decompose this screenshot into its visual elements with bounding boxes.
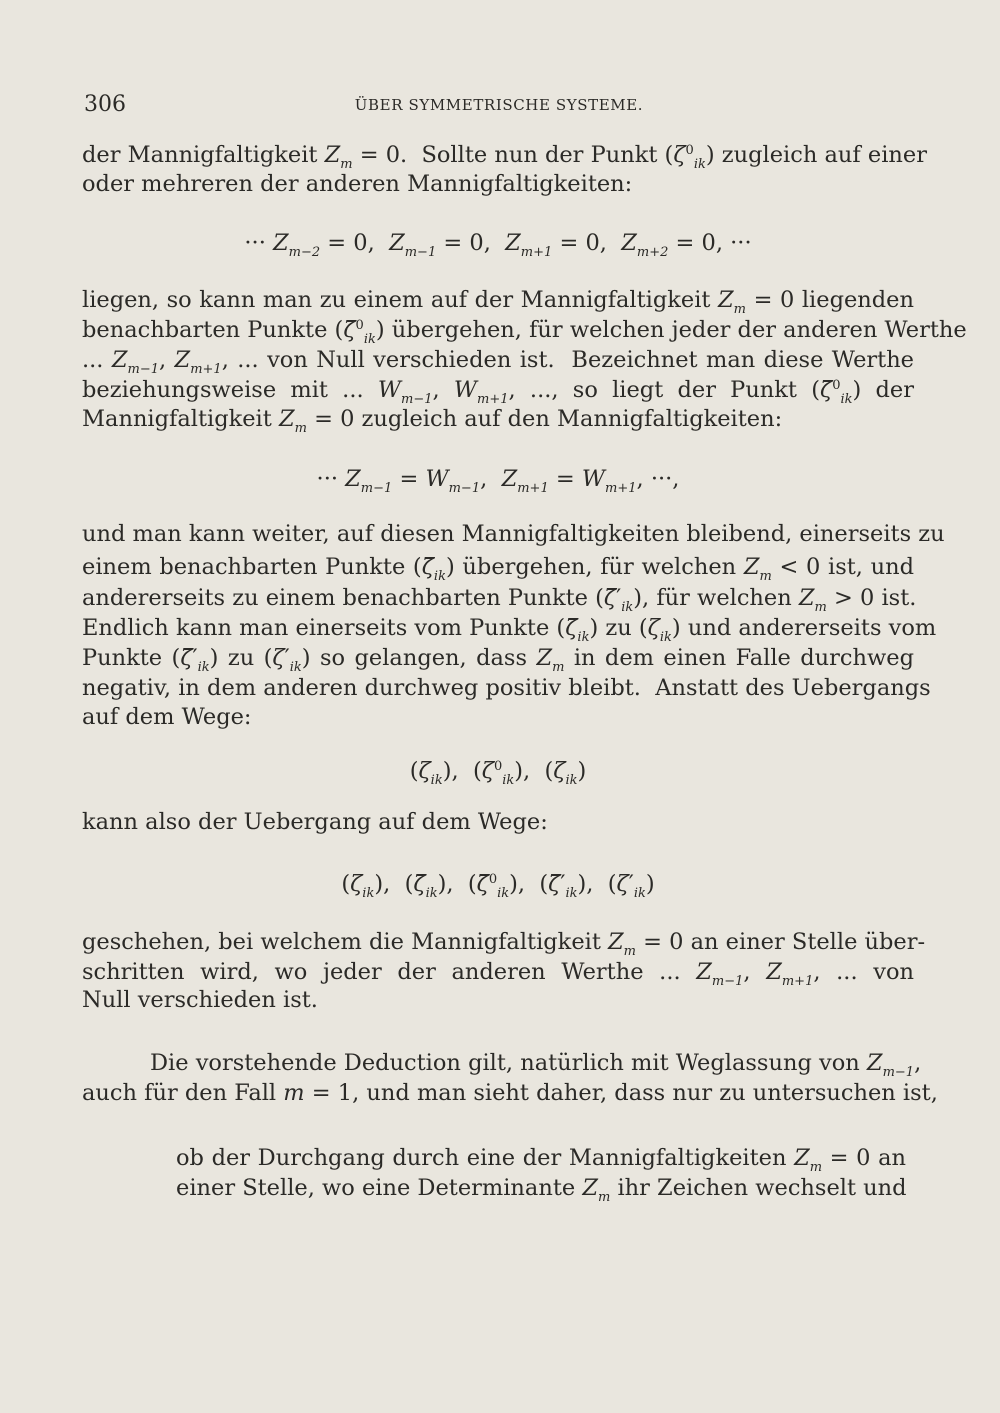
page-header [84, 92, 914, 120]
text-line: Endlich kann man einerseits vom Punkte $(\zetā_{ik})$ zu $(\zeta_{ik})$ und andererseits vom [82, 615, 937, 645]
text-line: schritten wird, wo jeder der anderen Werthe ... $Z_{m-1}$, $Z_{m+1}$, ... von [82, 959, 914, 989]
text-line: einer Stelle, wo eine Determinante $Z_m$ ihr Zeichen wechselt und [176, 1175, 907, 1205]
text-line: oder mehreren der anderen Mannigfaltigkeiten: [82, 171, 633, 197]
text-line: kann also der Uebergang auf dem Wege: [82, 809, 548, 835]
running-title: ÜBER SYMMETRISCHE SYSTEME. [354, 96, 644, 114]
equation: $(\zeta_{ik})$, $(\zeta^0_{ik})$, $(\zeta_{ik})$ [409, 758, 587, 788]
text-line: beziehungsweise mit ... $W_{m-1}$, $W_{m+1}$, ..., so liegt der Punkt (ζ̄$^0_{ik}$) der [82, 377, 914, 407]
text-line: der Mannigfaltigkeit $Z_m = 0$. Sollte nun der Punkt $(\zeta^0_{ik})$ zugleich auf einer [82, 142, 927, 172]
text-line: Die vorstehende Deduction gilt, natürlich mit Weglassung von $Z_{m-1}$, [150, 1050, 922, 1080]
text-line: benachbarten Punkte (ζ̄$^0_{ik}$) übergehen, für welchen jeder der anderen Werthe [82, 317, 967, 347]
equation: $(\zeta_{ik})$, $(\zetā_{ik})$, (ζ̄$^0_{ik}$), $(\zetā'_{ik})$, $(\zeta'_{ik})$ [341, 871, 655, 901]
text-line: geschehen, bei welchem die Mannigfaltigkeit $Z_m = 0$ an einer Stelle über- [82, 929, 926, 959]
text-line: einem benachbarten Punkte $(\zetā_{ik})$ übergehen, für welchen $Z_m < 0$ ist, und [82, 554, 915, 584]
text-line: liegen, so kann man zu einem auf der Mannigfaltigkeit $Z_m = 0$ liegenden [82, 287, 914, 317]
equation: ··· $Z_{m-2} = 0$, $Z_{m-1} = 0$, $Z_{m+1} = 0$, $Z_{m+2} = 0$, ··· [244, 230, 752, 260]
text-line: ob der Durchgang durch eine der Mannigfaltigkeiten $Z_m = 0$ an [176, 1145, 907, 1175]
equation: ··· $Z_{m-1} = W_{m-1}$, $Z_{m+1} = W_{m+1}$, ···, [316, 466, 680, 496]
text-line: Punkte $(\zetā'_{ik})$ zu $(\zeta'_{ik})$ so gelangen, dass $Z_m$ in dem einen Falle durchweg [82, 645, 914, 675]
text-line: auf dem Wege: [82, 704, 252, 730]
text-line: ... $Z_{m-1}$, $Z_{m+1}$, ... von Null verschieden ist. Bezeichnet man diese Werthe [82, 347, 914, 377]
text-line: auch für den Fall m = 1, und man sieht daher, dass nur zu untersuchen ist, [82, 1080, 938, 1106]
text-line: Null verschieden ist. [82, 987, 318, 1013]
text-line: andererseits zu einem benachbarten Punkte $(\zetā'_{ik})$, für welchen $Z_m > 0$ ist. [82, 585, 917, 615]
text-line: negativ, in dem anderen durchweg positiv bleibt. Anstatt des Uebergangs [82, 675, 931, 701]
text-line: und man kann weiter, auf diesen Mannigfaltigkeiten bleibend, einerseits zu [82, 521, 945, 547]
page-number: 306 [84, 92, 126, 117]
text-line: Mannigfaltigkeit $Z_m = 0$ zugleich auf den Mannigfaltigkeiten: [82, 406, 783, 436]
